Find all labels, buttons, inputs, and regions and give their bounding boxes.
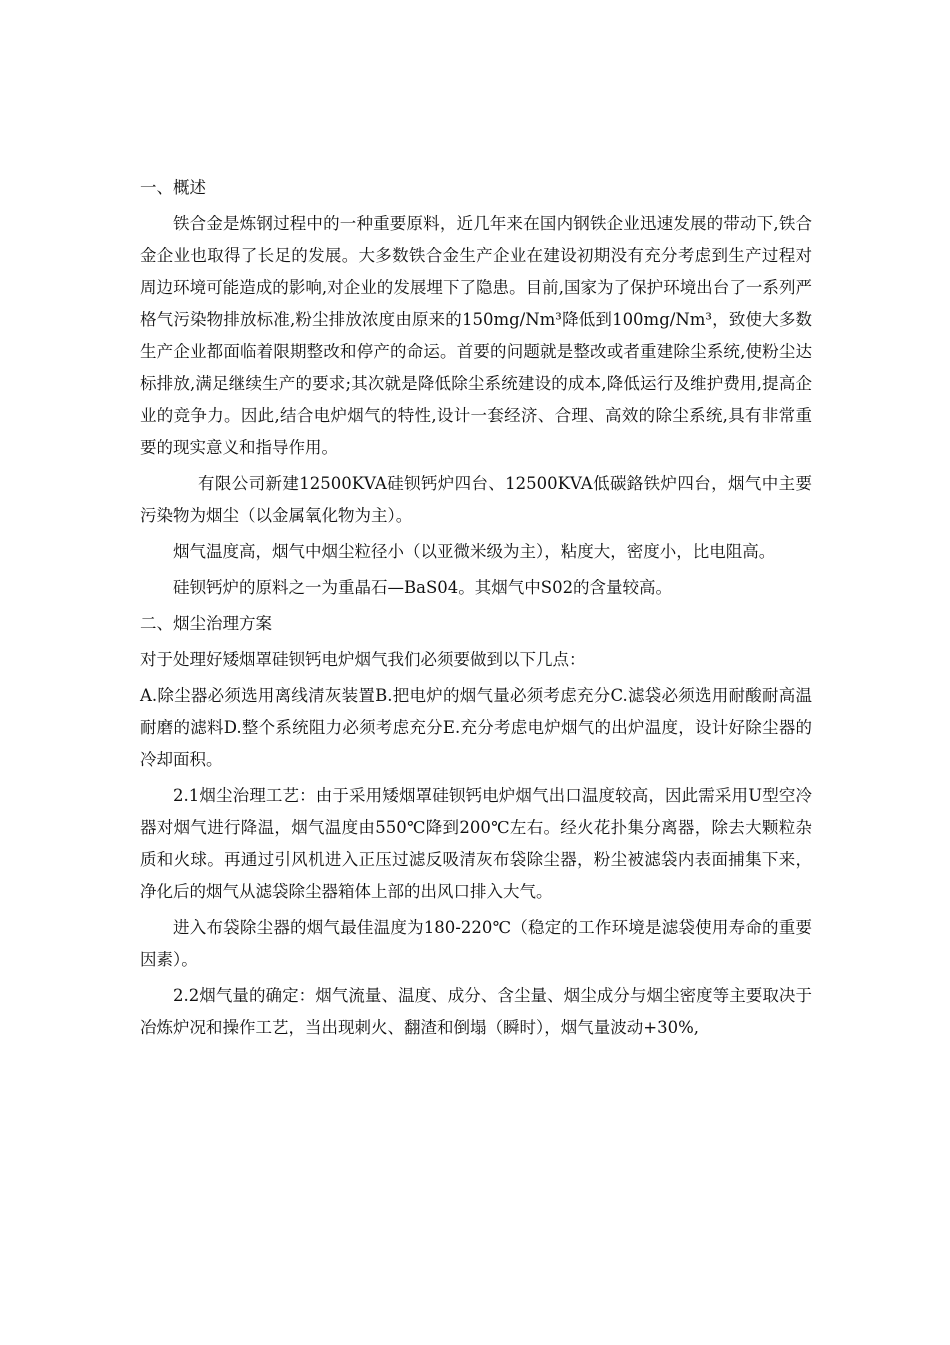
paragraph-company-furnaces: 有限公司新建12500KVA硅钡钙炉四台、12500KVA低碳鉻铁炉四台，烟气中主要污染物为烟尘（以金属氧化物为主）。 <box>140 474 812 525</box>
paragraph-raw-material-so2: 硅钡钙炉的原料之一为重晶石—BaS04。其烟气中S02的含量较高。 <box>173 578 673 597</box>
paragraph-key-points-intro: 对于处理好矮烟罩硅钡钙电炉烟气我们必须要做到以下几点： <box>140 650 586 669</box>
paragraph-requirements-list: A.除尘器必须选用离线清灰装置B.把电炉的烟气量必须考虑充分C.滤袋必须选用耐酸耐高温耐磨的滤料D.整个系统阻力必须考虑充分E.充分考虑电炉烟气的出炉温度，设计好除尘器的冷却面积。 <box>140 686 812 769</box>
section-heading-treatment-plan: 二、烟尘治理方案 <box>140 614 272 633</box>
section-heading-overview: 一、概述 <box>140 178 206 197</box>
paragraph-optimal-temperature: 进入布袋除尘器的烟气最佳温度为180-220℃（稳定的工作环境是滤袋使用寿命的重要因素）。 <box>140 918 812 969</box>
paragraph-ferroalloy-background: 铁合金是炼钢过程中的一种重要原料，近几年来在国内钢铁企业迅速发展的带动下,铁合金企业也取得了长足的发展。大多数铁合金生产企业在建设初期没有充分考虑到生产过程对周边环境可能造成的影响,对企业的发展埋下了隐患。目前,国家为了保护环境出台了一系列严格气污染物排放标准,粉尘排放浓度由原来的150mg/Nm³降低到100mg/Nm³，致使大多数生产企业都面临着限期整改和停产的命运。首要的问题就是整改或者重建除尘系统,使粉尘达标排放,满足继续生产的要求;其次就是降低除尘系统建设的成本,降低运行及维护费用,提高企业的竞争力。因此,结合电炉烟气的特性,设计一套经济、合理、高效的除尘系统,具有非常重要的现实意义和指导作用。 <box>140 214 812 457</box>
document-body <box>140 172 812 1044</box>
paragraph-process-2-1: 2.1烟尘治理工艺：由于采用矮烟罩硅钡钙电炉烟气出口温度较高，因此需采用U型空冷器对烟气进行降温，烟气温度由550℃降到200℃左右。经火花扑集分离器，除去大颗粒杂质和火球。再通过引风机进入正压过滤反吸清灰布袋除尘器，粉尘被滤袋内表面捕集下来，净化后的烟气从滤袋除尘器箱体上部的出风口排入大气。 <box>140 786 812 901</box>
paragraph-flue-gas-properties: 烟气温度高，烟气中烟尘粒径小（以亚微米级为主），粘度大，密度小，比电阻高。 <box>173 542 776 561</box>
paragraph-gas-volume-2-2: 2.2烟气量的确定：烟气流量、温度、成分、含尘量、烟尘成分与烟尘密度等主要取决于冶炼炉况和操作工艺，当出现刺火、翻渣和倒塌（瞬时），烟气量波动+30%, <box>140 986 812 1037</box>
